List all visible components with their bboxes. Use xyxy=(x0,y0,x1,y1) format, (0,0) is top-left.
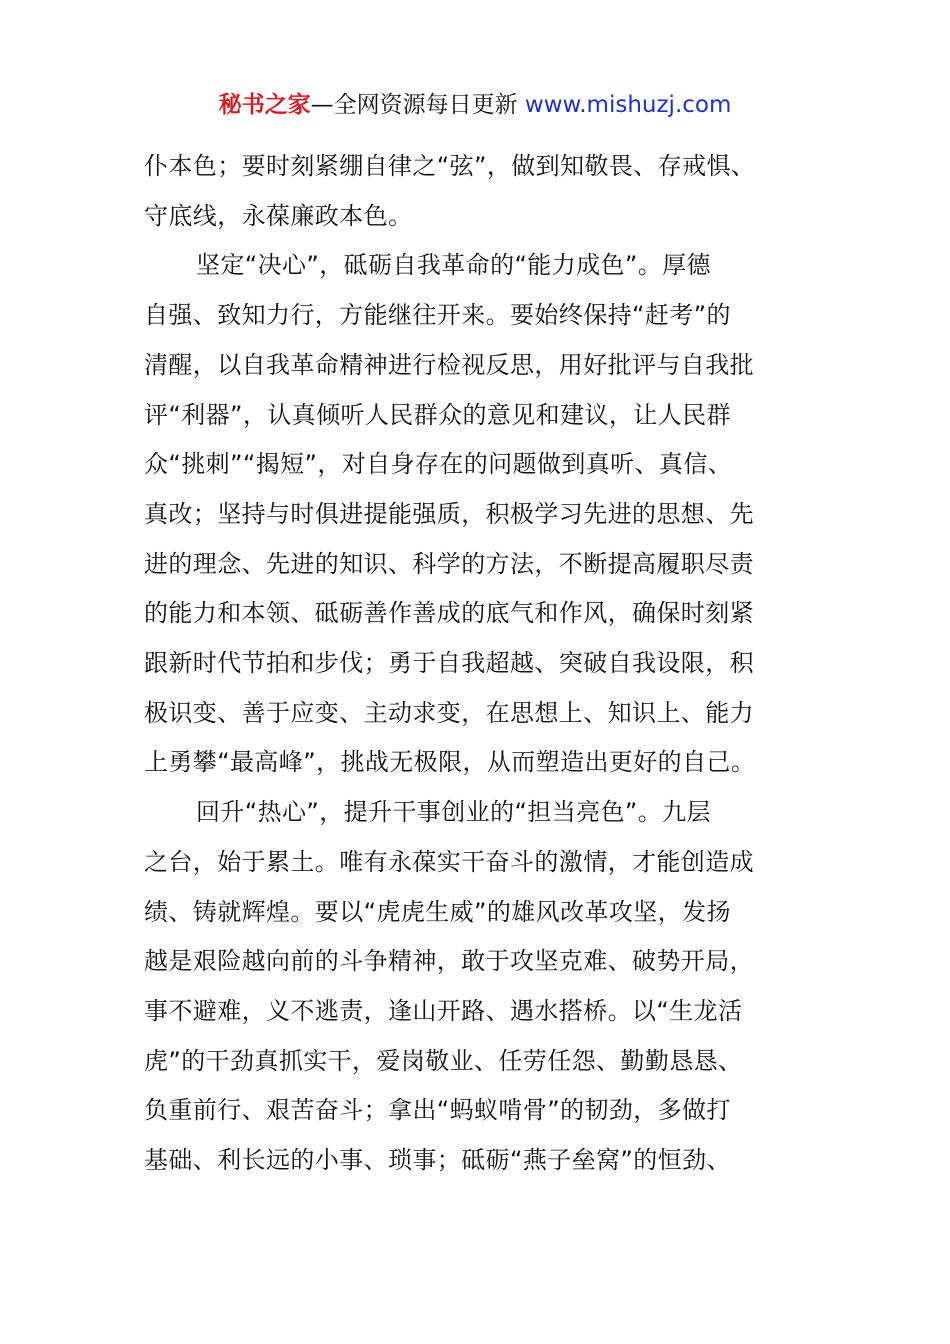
text-line: 清醒，以自我革命精神进行检视反思，用好批评与自我批 xyxy=(144,350,754,379)
text-line: 极识变、善于应变、主动求变，在思想上、知识上、能力 xyxy=(144,698,754,727)
text-line: 负重前行、艰苦奋斗；拿出“蚂蚁啃骨”的韧劲，多做打 xyxy=(144,1096,731,1125)
text-line: 的能力和本领、砥砺善作善成的底气和作风，确保时刻紧 xyxy=(144,599,754,628)
text-line: 越是艰险越向前的斗争精神，敢于攻坚克难、破势开局， xyxy=(144,947,754,976)
text-line: 事不避难，义不逃责，逢山开路、遇水搭桥。以“生龙活 xyxy=(144,996,743,1025)
text-line: 众“挑刺”“揭短”，对自身存在的问题做到真听、真信、 xyxy=(144,450,733,479)
text-line: 评“利器”，认真倾听人民群众的意见和建议，让人民群 xyxy=(144,400,731,429)
site-header xyxy=(0,88,950,122)
text-line: 之台，始于累土。唯有永葆实干奋斗的激情，才能创造成 xyxy=(144,847,754,876)
text-line: 自强、致知力行，方能继往开来。要始终保持“赶考”的 xyxy=(144,301,731,330)
text-line: 进的理念、先进的知识、科学的方法，不断提高履职尽责 xyxy=(144,549,754,578)
site-url-link[interactable]: www.mishuzj.com xyxy=(524,92,732,118)
paragraph-3 xyxy=(144,788,808,1186)
text-line: 真改；坚持与时俱进提能强质，积极学习先进的思想、先 xyxy=(144,499,754,528)
text-line: 坚定“决心”，砥砺自我革命的“能力成色”。厚德 xyxy=(196,251,711,280)
paragraph-1 xyxy=(144,142,808,241)
text-line: 上勇攀“最高峰”，挑战无极限，从而塑造出更好的自己。 xyxy=(144,748,756,777)
header-tagline: —全网资源每日更新 xyxy=(310,92,525,118)
text-line: 虎”的干劲真抓实干，爱岗敬业、任劳任怨、勤勤恳恳、 xyxy=(144,1046,743,1075)
text-line: 绩、铸就辉煌。要以“虎虎生威”的雄风改革攻坚，发扬 xyxy=(144,897,731,926)
text-line: 仆本色；要时刻紧绷自律之“弦”，做到知敬畏、存戒惧、 xyxy=(144,152,756,180)
text-line: 基础、利长远的小事、琐事；砥砺“燕子垒窝”的恒劲、 xyxy=(144,1146,731,1175)
brand-name: 秘书之家 xyxy=(218,92,311,118)
paragraph-2 xyxy=(144,241,808,788)
text-line: 回升“热心”，提升干事创业的“担当亮色”。九层 xyxy=(196,798,711,827)
text-line: 跟新时代节拍和步伐；勇于自我超越、突破自我设限，积 xyxy=(144,649,754,678)
text-line: 守底线，永葆廉政本色。 xyxy=(144,201,413,230)
document-body xyxy=(144,142,808,1186)
